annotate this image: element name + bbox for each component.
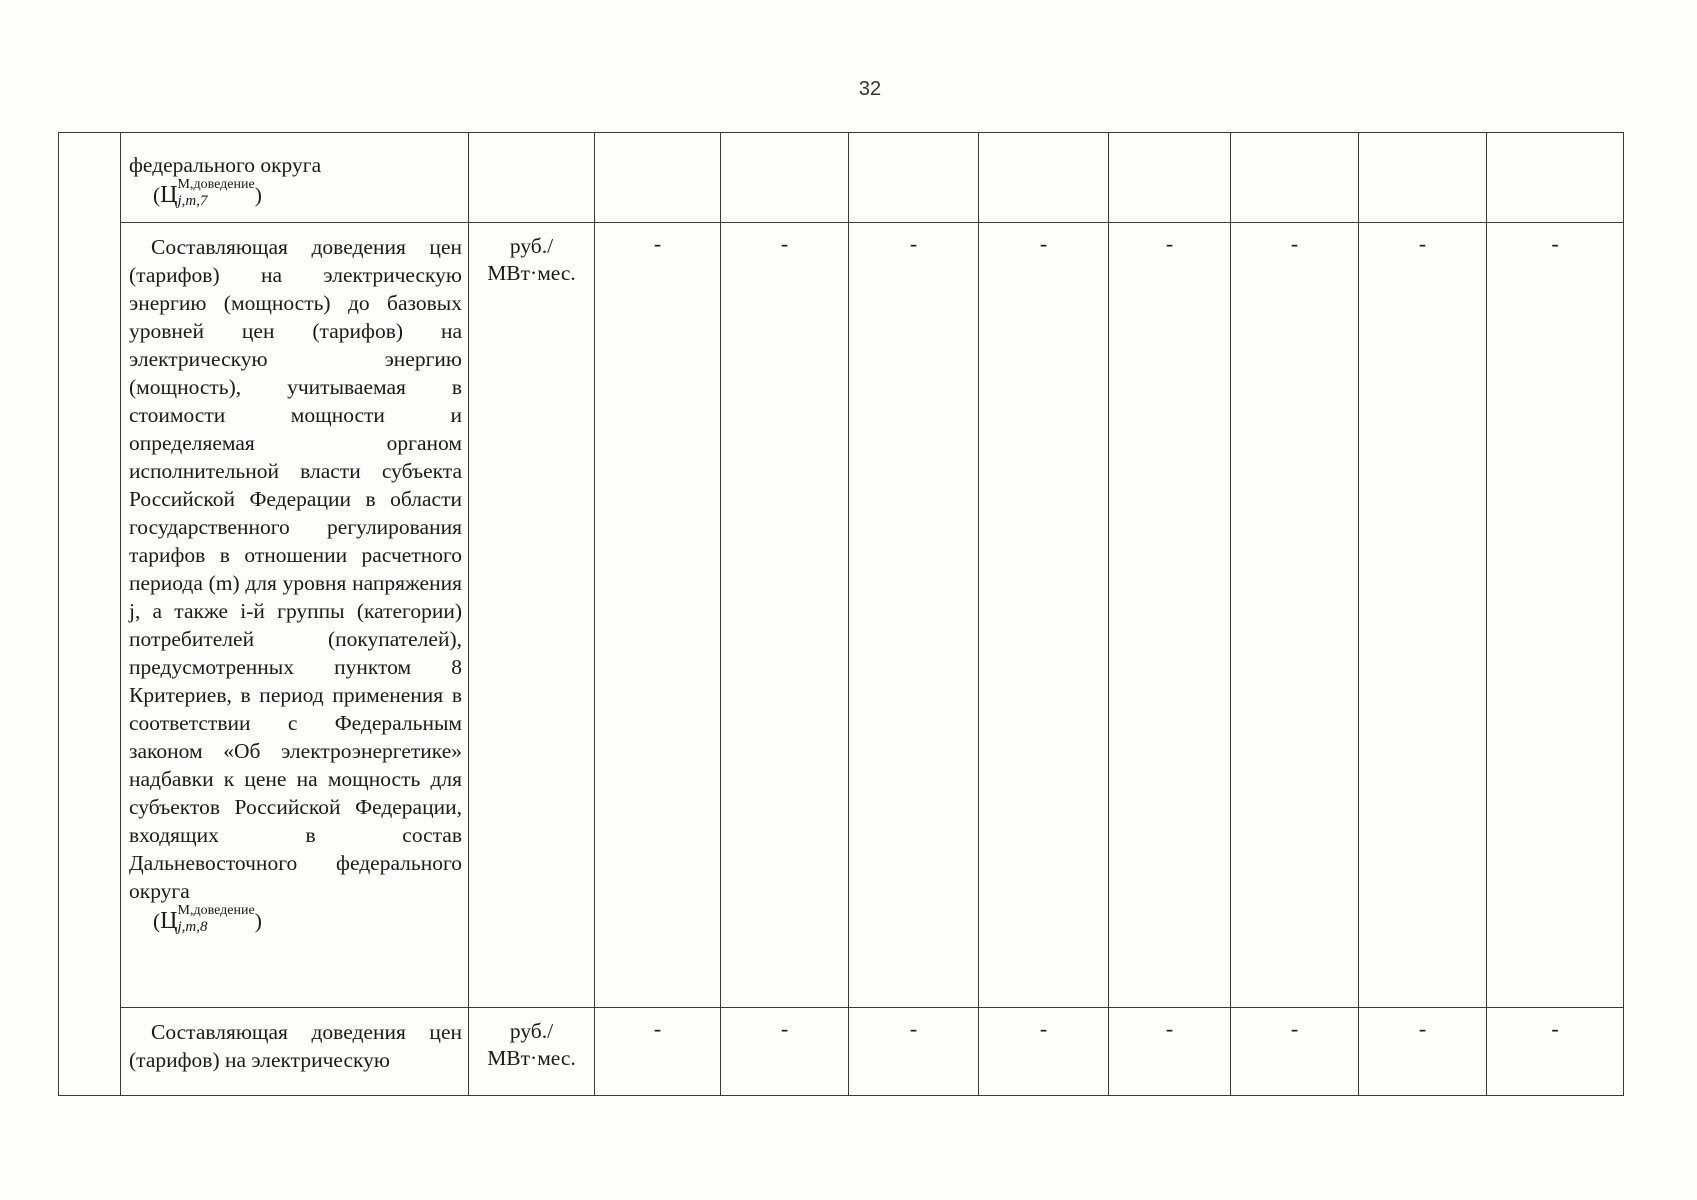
value-cell: - xyxy=(1109,223,1231,1008)
value-cell: - xyxy=(1359,223,1487,1008)
value-cell: - xyxy=(849,1008,979,1096)
value-cell xyxy=(1359,133,1487,223)
number-cell xyxy=(59,133,121,1096)
value-cell: - xyxy=(721,1008,849,1096)
formula-symbol: (Ц М,доведение j,m,8 ) xyxy=(153,903,262,935)
value-cell: - xyxy=(979,1008,1109,1096)
description-cell xyxy=(121,223,469,1008)
table-row xyxy=(59,223,1624,1008)
value-cell xyxy=(1109,133,1231,223)
unit-cell: руб./ МВт·мес. xyxy=(469,1008,595,1096)
formula-symbol: (Ц М,доведение j,m,7 ) xyxy=(153,177,262,209)
table-row xyxy=(59,1008,1624,1096)
value-cell xyxy=(721,133,849,223)
value-cell: - xyxy=(595,1008,721,1096)
description-cell xyxy=(121,133,469,223)
value-cell xyxy=(849,133,979,223)
description-text: Составляющая доведения цен (тарифов) на электрическую xyxy=(129,1020,462,1072)
value-cell: - xyxy=(721,223,849,1008)
unit-cell xyxy=(469,133,595,223)
description-cell xyxy=(121,1008,469,1096)
value-cell xyxy=(1231,133,1359,223)
value-cell xyxy=(979,133,1109,223)
value-cell xyxy=(595,133,721,223)
value-cell: - xyxy=(1109,1008,1231,1096)
value-cell: - xyxy=(595,223,721,1008)
value-cell: - xyxy=(1487,1008,1624,1096)
page-number: 32 xyxy=(858,78,882,100)
unit-cell: руб./ МВт·мес. xyxy=(469,223,595,1008)
value-cell: - xyxy=(849,223,979,1008)
value-cell: - xyxy=(1231,223,1359,1008)
tariff-table xyxy=(58,132,1624,1096)
description-text: федерального округа xyxy=(129,153,322,177)
value-cell: - xyxy=(1359,1008,1487,1096)
value-cell: - xyxy=(1231,1008,1359,1096)
description-text: Составляющая доведения цен (тарифов) на электрическую энергию (мощность) до базовых уровней цен (тарифов) на электрическую энергию (мощность), учитываемая в стоимости мощности и определяемая органом исполнительной власти субъекта Российской Федерации в области государственного регулирования тарифов в отношении расчетного периода (m) для уровня напряжения j, а также i-й группы (категории) потребителей (покупателей), предусмотренных пунктом 8 Критериев, в период применения в соответствии с Федеральным законом «Об электроэнергетике» надбавки к цене на мощность для субъектов Российской Федерации, входящих в состав Дальневосточного федерального округа xyxy=(129,235,462,903)
value-cell xyxy=(1487,133,1624,223)
value-cell: - xyxy=(979,223,1109,1008)
table-row xyxy=(59,133,1624,223)
value-cell: - xyxy=(1487,223,1624,1008)
